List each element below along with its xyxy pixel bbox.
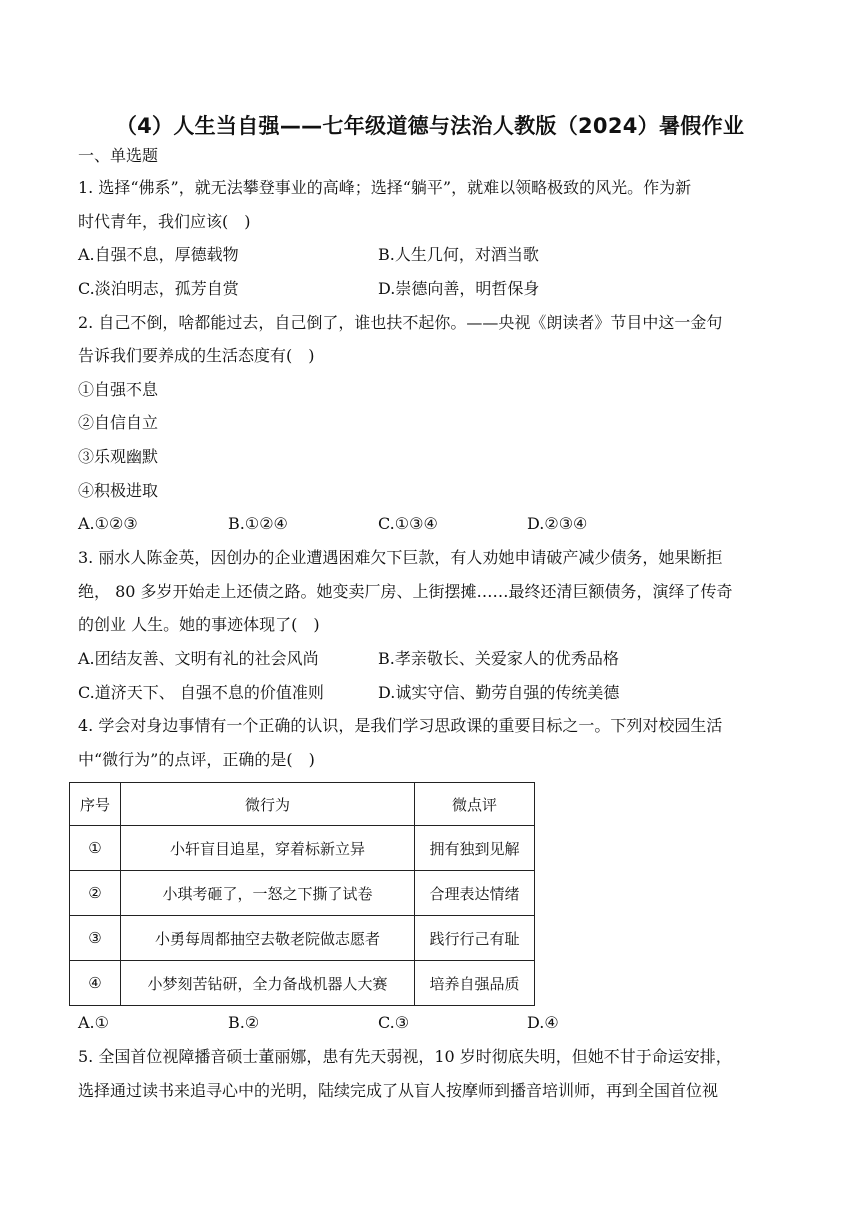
question-3-text-cont-1: 绝， 80 多岁开始走上还债之路。她变卖厂房、上街摆摊……最终还清巨额债务，演绎了传奇 [78,582,733,601]
document-title: （4）人生当自强——七年级道德与法治人教版（2024）暑假作业 [115,114,745,138]
question-2-text-cont: 告诉我们要养成的生活态度有( ) [78,346,315,365]
q1-option-b[interactable]: B.人生几何，对酒当歌 [378,245,539,264]
behavior-table [69,782,535,1006]
table-cell: ① [70,826,121,871]
question-1-text: 1. 选择“佛系”，就无法攀登事业的高峰；选择“躺平”，就难以领略极致的风光。作为新 [78,178,692,197]
table-header-cell: 微行为 [121,783,415,826]
table-row [70,871,535,916]
q3-option-a[interactable]: A.团结友善、文明有礼的社会风尚 [78,649,319,668]
q4-option-a[interactable]: A.① [78,1013,109,1032]
q2-option-d[interactable]: D.②③④ [527,514,588,533]
q3-option-c[interactable]: C.道济天下、 自强不息的价值准则 [78,683,324,702]
section-heading: 一、单选题 [78,146,159,165]
table-row [70,961,535,1006]
q1-option-c[interactable]: C.淡泊明志，孤芳自赏 [78,279,239,298]
table-cell: ② [70,871,121,916]
q2-option-c[interactable]: C.①③④ [378,514,438,533]
q4-option-d[interactable]: D.④ [527,1013,559,1032]
table-cell: ③ [70,916,121,961]
table-cell: 小琪考砸了，一怒之下撕了试卷 [121,871,415,916]
q1-option-d[interactable]: D.崇德向善，明哲保身 [378,279,540,298]
question-5-text-cont: 选择通过读书来追寻心中的光明，陆续完成了从盲人按摩师到播音培训师，再到全国首位视 [78,1081,719,1100]
table-header-cell: 微点评 [415,783,535,826]
question-2-text: 2. 自己不倒，啥都能过去，自己倒了，谁也扶不起你。——央视《朗读者》节目中这一金句 [78,313,723,332]
q4-option-c[interactable]: C.③ [378,1013,410,1032]
q2-item-1: ①自强不息 [78,380,159,399]
question-5-text: 5. 全国首位视障播音硕士董丽娜，患有先天弱视，10 岁时彻底失明，但她不甘于命运安排， [78,1047,732,1066]
table-cell: 培养自强品质 [415,961,535,1006]
table-row [70,916,535,961]
q1-option-a[interactable]: A.自强不息，厚德载物 [78,245,239,264]
question-3-text: 3. 丽水人陈金英，因创办的企业遭遇困难欠下巨款，有人劝她申请破产减少债务，她果断拒 [78,548,723,567]
q2-option-b[interactable]: B.①②④ [228,514,288,533]
question-3-text-cont-2: 的创业 人生。她的事迹体现了( ) [78,615,320,634]
question-1-text-cont: 时代青年，我们应该( ) [78,212,251,231]
table-cell: 小梦刻苦钻研，全力备战机器人大赛 [121,961,415,1006]
table-cell: 拥有独到见解 [415,826,535,871]
table-cell: 小轩盲目追星，穿着标新立异 [121,826,415,871]
table-cell: 践行行己有耻 [415,916,535,961]
table-cell: ④ [70,961,121,1006]
question-4-text-cont: 中“微行为”的点评，正确的是( ) [78,750,315,769]
q4-option-b[interactable]: B.② [228,1013,260,1032]
table-header-row [70,783,535,826]
q2-option-a[interactable]: A.①②③ [78,514,138,533]
q2-item-3: ③乐观幽默 [78,447,159,466]
table-header-cell: 序号 [70,783,121,826]
q2-item-4: ④积极进取 [78,481,159,500]
q3-option-b[interactable]: B.孝亲敬长、关爱家人的优秀品格 [378,649,619,668]
q3-option-d[interactable]: D.诚实守信、勤劳自强的传统美德 [378,683,620,702]
table-cell: 小勇每周都抽空去敬老院做志愿者 [121,916,415,961]
question-4-text: 4. 学会对身边事情有一个正确的认识，是我们学习思政课的重要目标之一。下列对校园生活 [78,716,723,735]
q2-item-2: ②自信自立 [78,413,159,432]
table-cell: 合理表达情绪 [415,871,535,916]
table-row [70,826,535,871]
